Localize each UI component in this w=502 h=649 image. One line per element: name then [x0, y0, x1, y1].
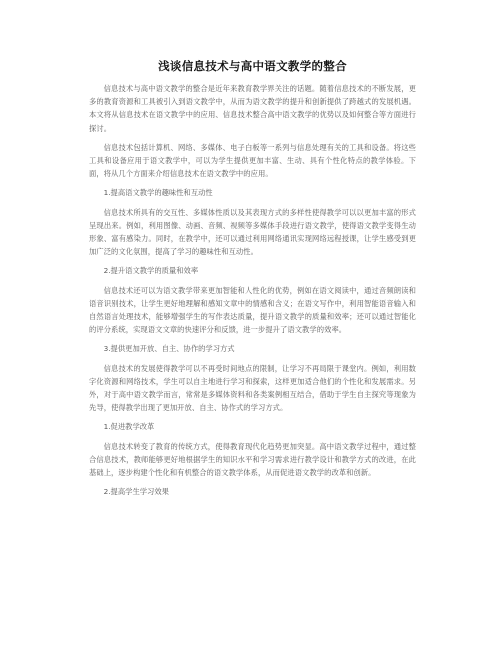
section-heading-1: 1.提高语文教学的趣味性和互动性	[103, 188, 213, 198]
intro-paragraph-1: 信息技术与高中语文教学的整合是近年来教育教学界关注的话题。随着信息技术的不断发展，更多的教育资源和工具被引入到语文教学中，从而为语文教学的提升和创新提供了跨越式的发展机遇。本文将从信息技术在语文教学中的应用、信息技术整合高中语文教学的优势以及如何整合等方面进行探讨。	[89, 84, 416, 133]
section-heading-3: 3.提供更加开放、自主、协作的学习方式	[103, 344, 235, 354]
intro-paragraph-2: 信息技术包括计算机、网络、多媒体、电子白板等一系列与信息处理有关的工具和设备。将这些工具和设备应用于语文教学中，可以为学生提供更加丰富、生动、具有个性化特点的教学体验。下面，将从几个方面来介绍信息技术在语文教学中的应用。	[89, 142, 416, 179]
section-heading-2: 2.提升语文教学的质量和效率	[103, 266, 199, 276]
section-heading-4: 1.促进教学改革	[103, 422, 155, 432]
document-page	[89, 58, 416, 504]
section-paragraph-2: 信息技术还可以为语文教学带来更加智能和人性化的优势，例如在语文阅读中，通过音频朗读和语音识别技术，让学生更好地理解和感知文章中的情感和含义；在语文写作中，利用智能语音输入和自然语言处理技术，能够增强学生的写作表达质量，提升语文教学的质量和效率；还可以通过智能化的评分系统，实现语文文章的快速评分和反馈，进一步提升了语文教学的效率。	[89, 285, 416, 335]
section-paragraph-3: 信息技术的发展使得教学可以不再受时间地点的限制，让学习不再局限于课堂内。例如，利用数字化资源和网络技术，学生可以自主地进行学习和探索，这样更加适合他们的个性化和发展需求。另外，对于高中语文教学而言，常常是多媒体资料和各类案例相互结合，借助于学生自主探究等现象为先导，使得教学出现了更加开放、自主、协作式的学习方式。	[89, 363, 416, 413]
document-title: 浅谈信息技术与高中语文教学的整合	[158, 59, 347, 73]
section-heading-5: 2.提高学生学习效果	[103, 487, 169, 497]
section-paragraph-1: 信息技术所具有的交互性、多媒体性质以及其表现方式的多样性使得教学可以以更加丰富的形式呈现出来。例如，利用图像、动画、音频、视频等多媒体手段进行语文教学，使得语文教学变得生动形象、富有感染力。同时，在教学中，还可以通过利用网络通讯实现网络远程授课，让学生感受到更加广泛的文化氛围，提高了学习的趣味性和互动性。	[89, 207, 416, 257]
section-paragraph-4: 信息技术转变了教育的传统方式，使得教育现代化趋势更加突显。高中语文教学过程中，通过整合信息技术，教师能够更好地根据学生的知识水平和学习需求进行教学设计和教学方式的改进，在此基础上，逐步构建个性化和有机整合的语文教学体系，从而促进语文教学的改革和创新。	[89, 441, 416, 478]
